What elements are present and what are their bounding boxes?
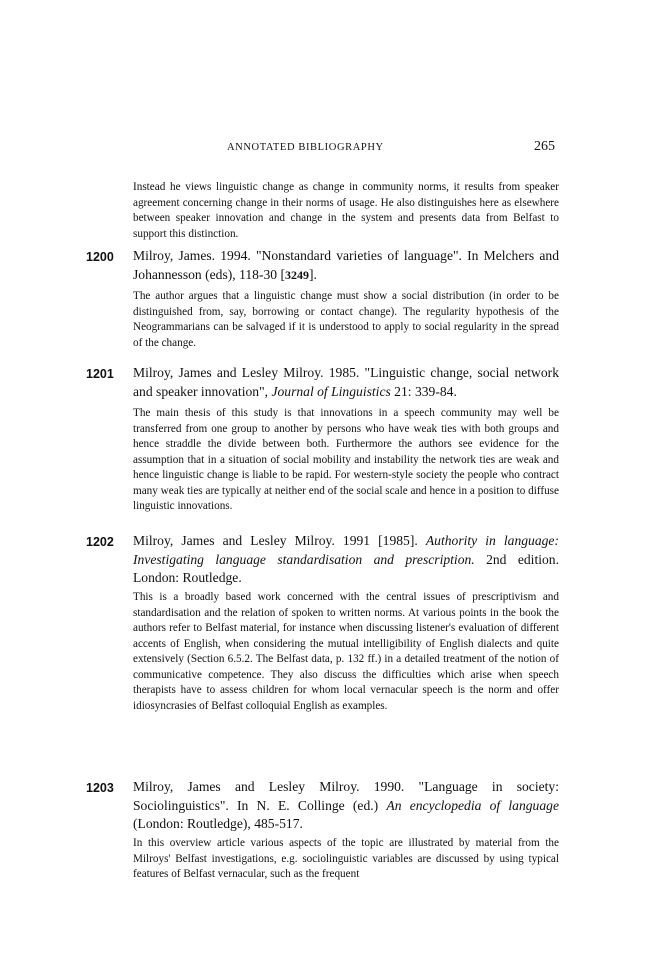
citation-tail: ].: [309, 266, 317, 282]
book-title: Authority in language: Investigating language standardisation and prescription.: [133, 533, 559, 567]
entry-number: 1202: [86, 535, 114, 549]
citation-tail: (London: Routledge), 485-517.: [133, 816, 303, 831]
entry-annotation: In this overview article various aspects of the topic are illustrated by material from the Milroys' Belfast investigations, e.g. sociolinguistic variables are discussed by using typical features of Belfast vernacular, such as the frequent: [133, 837, 559, 880]
page-number: 265: [534, 139, 555, 154]
citation-tail: 2nd edition. London: Routledge.: [133, 551, 559, 585]
citation-text: Milroy, James and Lesley Milroy. 1991 [1985].: [133, 533, 426, 548]
entry-annotation: The main thesis of this study is that innovations in a speech community may well be transferred from one group to another by persons who have weak ties with both groups and hence straddle the divide between both. Furthermore the authors see evidence for the assumption that in a situation of social mobility and instability the network ties are weak and hence linguistic change is liable to be rapid. For western-style society the people who contract many weak ties are typically at neither end of the social scale and hence in a position to diffuse linguistic innovations.: [133, 407, 559, 512]
entry-citation: [133, 247, 559, 284]
entry-number: 1200: [86, 250, 114, 264]
journal-title: Journal of Linguistics: [271, 383, 391, 399]
citation-text: Milroy, James and Lesley Milroy. 1990. "Language in society: Sociolinguistics". In N. E. Collinge (ed.): [133, 779, 559, 813]
entry-citation: [133, 778, 559, 834]
entry-annotation: This is a broadly based work concerned with the central issues of prescriptivism and standardisation and the relation of spoken to written norms. At various points in the book the authors refer to Belfast material, for instance when discussing listener's evaluation of different accents of English, when considering the mutual intelligibility of English dialects and quite extensively (Section 6.5.2. The Belfast data, p. 132 ff.) in a detailed treatment of the notion of communicative competence. They also discuss the difficulties which arise when speech therapists have to assess children for whom local vernacular speech is the norm and offer idiosyncrasies of Belfast colloquial English as examples.: [133, 591, 559, 712]
entry-number: 1203: [86, 781, 114, 795]
entry-citation: [133, 532, 559, 588]
citation-text: Milroy, James and Lesley Milroy. 1985. "Linguistic change, social network and speaker innovation",: [133, 365, 559, 399]
cross-reference: 3249: [285, 267, 310, 282]
continued-annotation: Instead he views linguistic change as change in community norms, it results from speaker agreement concerning change in their norms of usage. He also distinguishes here as elsewhere between speaker innovation and change in the system and presents data from Belfast to support this distinction.: [133, 181, 559, 240]
entry-annotation: The author argues that a linguistic change must show a social distribution (in order to be distinguished from, say, borrowing or contact change). The regularity hypothesis of the Neogrammarians can be salvaged if it is understood to apply to social regularity in the spread of the change.: [133, 290, 559, 349]
entry-number: 1201: [86, 367, 114, 381]
citation-tail: 21: 339-84.: [390, 383, 457, 399]
running-title: ANNOTATED BIBLIOGRAPHY: [227, 142, 384, 153]
book-title: An encyclopedia of language: [386, 797, 559, 813]
citation-text: Milroy, James. 1994. "Nonstandard varieties of language". In Melchers and Johannesson (eds), 118-30 [: [133, 248, 559, 282]
entry-citation: [133, 364, 559, 401]
